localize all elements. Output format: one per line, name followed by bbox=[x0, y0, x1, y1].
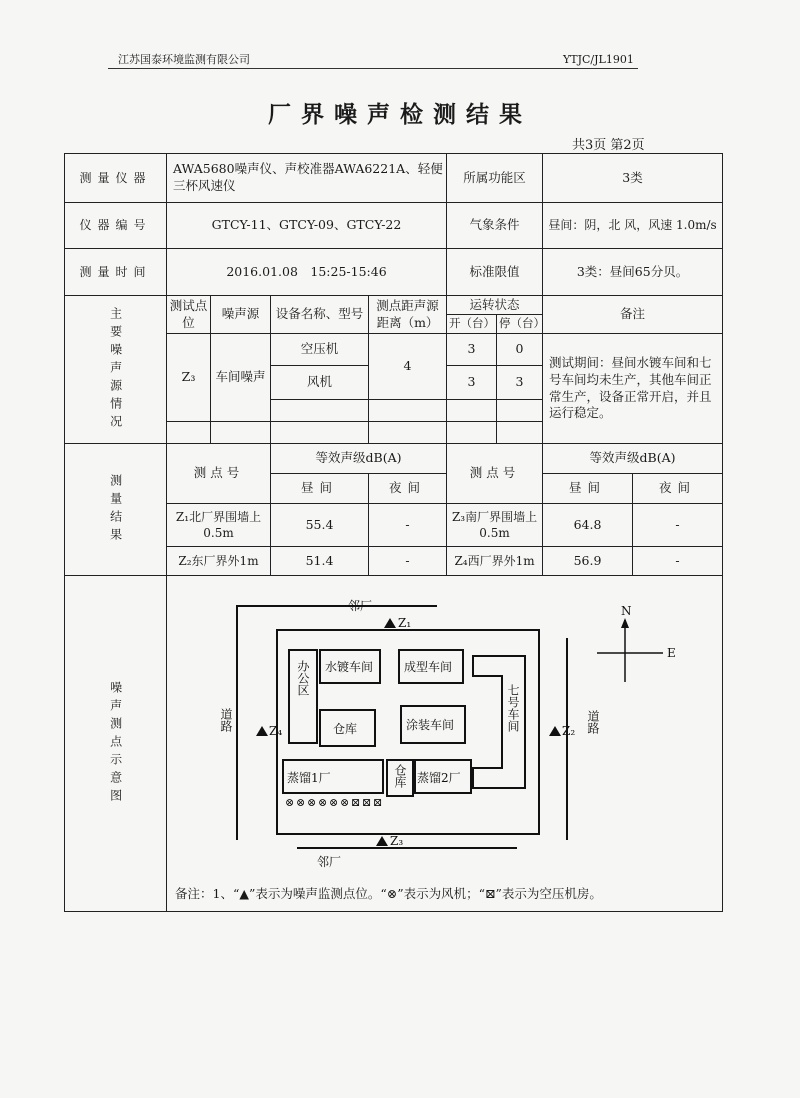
empty-cell bbox=[211, 422, 271, 444]
instrument-label: 测量仪器 bbox=[65, 154, 167, 203]
z2-marker-icon bbox=[549, 726, 561, 736]
count-on: 3 bbox=[447, 366, 497, 400]
neighbor-bottom: 邻厂 bbox=[317, 855, 342, 869]
equipment-symbols bbox=[285, 796, 382, 809]
col-day: 昼间 bbox=[543, 474, 633, 503]
result-day: 55.4 bbox=[271, 504, 369, 547]
col-remark: 备注 bbox=[543, 296, 723, 334]
office-label: 办公区 bbox=[296, 660, 310, 696]
compass-east: E bbox=[667, 646, 676, 660]
result-day: 51.4 bbox=[271, 547, 369, 576]
plating-label: 水镀车间 bbox=[325, 660, 374, 674]
col-level: 等效声级dB(A) bbox=[271, 444, 447, 474]
count-on: 3 bbox=[447, 334, 497, 366]
col-night: 夜间 bbox=[369, 474, 447, 504]
zone-value: 3类 bbox=[543, 154, 723, 203]
z1-label: Z₁ bbox=[398, 616, 412, 630]
col-equipment: 设备名称、型号 bbox=[271, 296, 369, 334]
empty-cell bbox=[167, 422, 211, 444]
weather-label: 气象条件 bbox=[447, 203, 543, 249]
workshop7-label: 七号车间 bbox=[506, 684, 520, 732]
fan-icon: ⊗ bbox=[296, 796, 306, 809]
empty-cell bbox=[447, 400, 497, 422]
instrument-id-label: 仪器编号 bbox=[65, 203, 167, 249]
equipment-name: 风机 bbox=[271, 366, 369, 400]
col-day: 昼间 bbox=[271, 474, 369, 504]
weather-value: 昼间：阴，北 风，风速 1.0m/s bbox=[543, 203, 723, 249]
result-night: - bbox=[369, 547, 447, 576]
col-test-point: 测试点位 bbox=[167, 296, 211, 334]
empty-cell bbox=[271, 422, 369, 444]
count-off: 3 bbox=[497, 366, 543, 400]
instrument-id-value: GTCY-11、GTCY-09、GTCY-22 bbox=[167, 203, 447, 249]
z2-label: Z₂ bbox=[562, 724, 576, 738]
time-value: 2016.01.08 15:25-15:46 bbox=[167, 249, 447, 296]
results-section-label: 测量结果 bbox=[108, 473, 123, 546]
sources-remark: 测试期间：昼间水镀车间和七号车间均未生产，其他车间正常生产，设备正常开启，并且运行稳定。 bbox=[543, 334, 723, 444]
page-title: 厂界噪声检测结果 bbox=[268, 102, 532, 128]
z4-label: Z₄ bbox=[269, 724, 283, 738]
col-point-number: 测点号 bbox=[167, 444, 271, 504]
equipment-name: 空压机 bbox=[271, 334, 369, 366]
col-noise-source: 噪声源 bbox=[211, 296, 271, 334]
col-point-number: 测点号 bbox=[447, 444, 543, 504]
source-distance: 4 bbox=[369, 334, 447, 400]
fan-icon: ⊗ bbox=[307, 796, 317, 809]
limit-label: 标准限值 bbox=[447, 249, 543, 296]
result-night: - bbox=[675, 552, 680, 568]
result-day: 56.9 bbox=[543, 547, 633, 575]
steamer1-label: 蒸馏1厂 bbox=[287, 771, 331, 785]
document-code: YTJC/JL1901 bbox=[563, 53, 634, 66]
fan-icon: ⊗ bbox=[340, 796, 350, 809]
fan-icon: ⊗ bbox=[285, 796, 295, 809]
fan-icon: ⊗ bbox=[329, 796, 339, 809]
header-rule bbox=[108, 68, 638, 69]
result-point: Z₄西厂界外1m bbox=[447, 547, 543, 576]
result-night: - bbox=[675, 516, 680, 532]
diagram-section-label: 噪声测点示意图 bbox=[108, 680, 123, 807]
company-name: 江苏国泰环境监测有限公司 bbox=[118, 53, 250, 66]
forming-label: 成型车间 bbox=[404, 660, 453, 674]
result-point: Z₂东厂界外1m bbox=[167, 547, 271, 576]
site-diagram bbox=[167, 590, 722, 895]
north-arrow-icon bbox=[621, 618, 629, 628]
painting-label: 涂装车间 bbox=[406, 718, 455, 732]
sources-section-label: 主要噪声源情况 bbox=[108, 306, 123, 433]
empty-cell bbox=[369, 400, 447, 422]
col-level: 等效声级dB(A) bbox=[543, 444, 723, 474]
compass-north: N bbox=[621, 604, 632, 618]
fan-icon: ⊗ bbox=[318, 796, 328, 809]
col-off: 停（台） bbox=[497, 315, 543, 334]
count-off: 0 bbox=[497, 334, 543, 366]
z3-label: Z₃ bbox=[390, 834, 404, 848]
compressor-icon: ⊠ bbox=[362, 796, 372, 809]
empty-cell bbox=[497, 422, 543, 444]
empty-cell bbox=[497, 400, 543, 422]
limit-value: 3类：昼间65分贝。 bbox=[543, 249, 723, 296]
source-point: Z₃ bbox=[167, 334, 211, 422]
result-day: 64.8 bbox=[543, 504, 633, 546]
road-right-label: 道路 bbox=[586, 710, 600, 734]
zone-label: 所属功能区 bbox=[447, 154, 543, 203]
z1-marker-icon bbox=[384, 618, 396, 628]
warehouse-label: 仓库 bbox=[333, 722, 358, 736]
col-distance: 测点距声源距离（m） bbox=[369, 296, 447, 334]
result-point: Z₃南厂界围墙上0.5m bbox=[447, 504, 543, 547]
empty-cell bbox=[369, 422, 447, 444]
time-label: 测量时间 bbox=[65, 249, 167, 296]
z3-marker-icon bbox=[376, 836, 388, 846]
steamer2-label: 蒸馏2厂 bbox=[417, 771, 461, 785]
road-left-label: 道路 bbox=[219, 708, 233, 732]
result-night: - bbox=[369, 504, 447, 547]
neighbor-top: 邻厂 bbox=[348, 599, 373, 613]
instrument-value: AWA5680噪声仪、声校准器AWA6221A、轻便三杯风速仪 bbox=[167, 154, 447, 203]
col-run-status: 运转状态 bbox=[447, 296, 543, 315]
col-on: 开（台） bbox=[447, 315, 497, 334]
page-info: 共3页 第2页 bbox=[572, 138, 645, 153]
result-point: Z₁北厂界围墙上0.5m bbox=[167, 504, 271, 547]
empty-cell bbox=[271, 400, 369, 422]
compressor-icon: ⊠ bbox=[351, 796, 361, 809]
source-type: 车间噪声 bbox=[211, 334, 271, 422]
empty-cell bbox=[447, 422, 497, 444]
z4-marker-icon bbox=[256, 726, 268, 736]
compressor-icon: ⊠ bbox=[373, 796, 383, 809]
diagram-note: 备注：1、“▲”表示为噪声监测点位。“⊗”表示为风机；“⊠”表示为空压机房。 bbox=[175, 886, 602, 902]
warehouse2-label: 仓库 bbox=[393, 764, 407, 788]
col-night: 夜间 bbox=[659, 480, 697, 496]
